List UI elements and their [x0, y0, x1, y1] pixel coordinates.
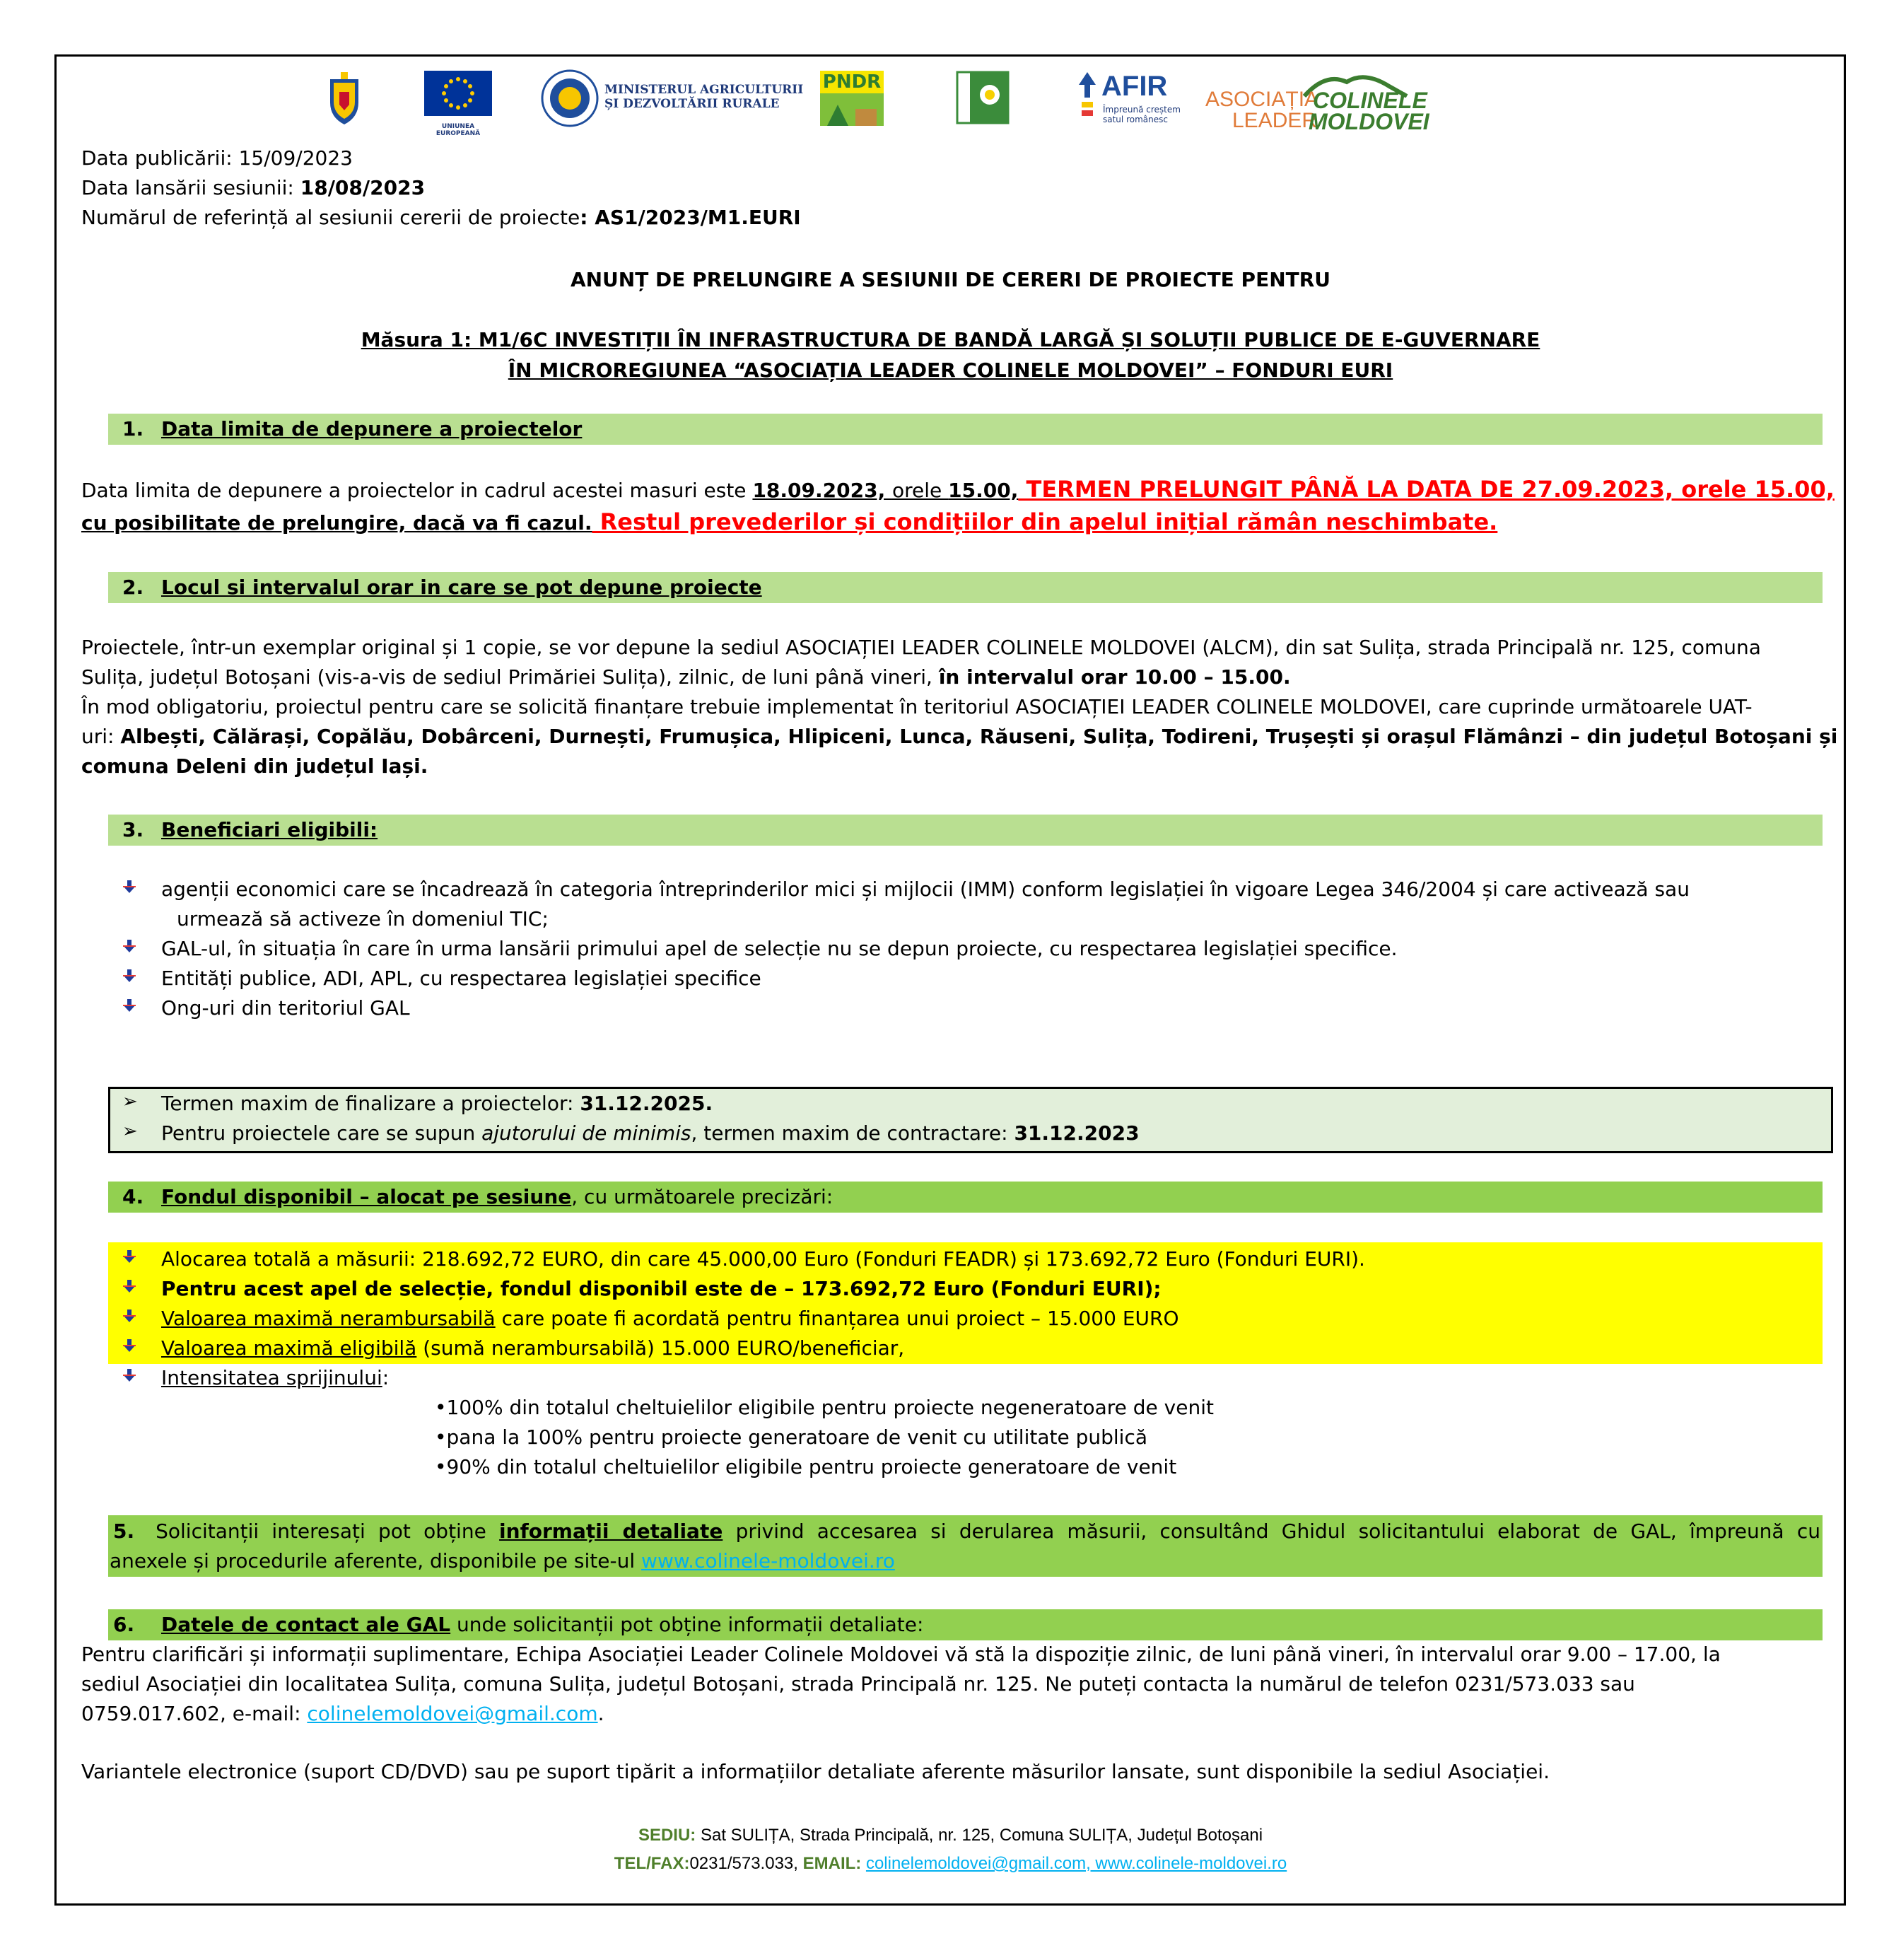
submission-location: Sulița, județul Botoșani (vis-a-vis de sediul Primăriei Sulița), zilnic, de luni până vineri, — [81, 665, 939, 689]
section-2-line-5: comuna Deleni din județul Iași. — [81, 754, 428, 778]
section-1-heading-text: Data limita de depunere a proiectelor — [161, 417, 583, 441]
section-1-paragraph-line-2 — [81, 506, 1497, 539]
max-eligible — [161, 1334, 904, 1363]
alcm-label-leader: LEADER — [1232, 109, 1318, 132]
alcm-label-colinele: COLINELE — [1313, 88, 1427, 113]
publication-date — [81, 144, 353, 173]
footer-address-text: Sat SULIȚA, Strada Principală, nr. 125, Comuna SULIȚA, Județul Botoșani — [696, 1826, 1263, 1845]
minimis-term: ajutorului de minimis — [481, 1121, 691, 1145]
support-intensity-label: Intensitatea sprijinului — [161, 1366, 382, 1389]
bullet-arrow-icon — [122, 1308, 137, 1324]
section-5-line-1 — [113, 1517, 1820, 1546]
intensity-item-1: •100% din totalul cheltuielilor eligibile pentru proiecte negeneratoare de venit — [435, 1396, 1214, 1419]
footer-email-label: EMAIL: — [802, 1854, 866, 1873]
announcement-title: ANUNȚ DE PRELUNGIRE A SESIUNII DE CERERI DE PROIECTE PENTRU — [570, 268, 1331, 291]
max-non-reimbursable-label: Valoarea maximă nerambursabilă — [161, 1307, 496, 1330]
government-seal-logo — [541, 69, 599, 127]
section-1-heading — [122, 414, 583, 444]
footer-contact — [0, 1850, 1901, 1877]
bullet-arrow-icon — [122, 1367, 137, 1383]
bullet-arrow-icon — [122, 938, 137, 954]
section-6-number: 6. — [113, 1613, 135, 1636]
alcm-logo — [1205, 69, 1429, 134]
alcm-label-asociatia: ASOCIAȚIA — [1205, 88, 1319, 111]
reference-label: Numărul de referință al sesiunii cererii de proiecte — [81, 206, 580, 229]
leader-logo — [956, 71, 1010, 124]
max-non-reimbursable-value: care poate fi acordată pentru finanțarea unui proiect – 15.000 EURO — [495, 1307, 1179, 1330]
section-2-line-2 — [81, 663, 1291, 692]
bullet-arrow-icon — [122, 998, 137, 1013]
publication-date-value: 15/09/2023 — [238, 146, 353, 170]
publication-date-label: Data publicării: — [81, 146, 239, 170]
mard-line-1: MINISTERUL AGRICULTURII — [604, 83, 804, 97]
max-eligible-value: (sumă nerambursabilă) 15.000 EURO/beneficiar, — [416, 1336, 905, 1360]
footer-links[interactable]: colinelemoldovei@gmail.com, www.colinele-moldovei.ro — [865, 1854, 1287, 1873]
section-1-number: 1. — [122, 417, 144, 441]
contact-line-1: Pentru clarificări și informații suplimentare, Echipa Asociației Leader Colinele Moldovei vă stă la dispoziție zilnic, de luni până vineri, în intervalul orar 9.00 – 17.00, la — [81, 1643, 1721, 1666]
section-2-heading-text: Locul si intervalul orar in care se pot depune proiecte — [161, 576, 762, 599]
deadline-date: 18.09.2023, — [752, 479, 892, 502]
beneficiary-1-line-2: urmează să activeze în domeniul TIC; — [177, 907, 549, 931]
uat-list: Albești, Călărași, Copălău, Dobârceni, Durnești, Frumușica, Hlipiceni, Lunca, Răuseni, Sulița, Todireni, Trușești și orașul Flămânzi – din județul Botoșani și — [120, 725, 1838, 748]
available-fund: Pentru acest apel de selecție, fondul disponibil este de – 173.692,72 Euro (Fonduri EURI); — [161, 1277, 1162, 1300]
reference-colon: : — [580, 206, 595, 229]
arrow-bullet-icon: ➢ — [122, 1091, 138, 1112]
eu-flag-logo — [424, 71, 495, 137]
detailed-info-label: informații detaliate — [499, 1519, 723, 1543]
section-2-line-3: În mod obligatoriu, proiectul pentru care se solicită finanțare trebuie implementat în teritoriul ASOCIAȚIEI LEADER COLINELE MOLDOVEI, care cuprinde următoarele UAT- — [81, 695, 1753, 718]
section-6-heading-text: Datele de contact ale GAL — [161, 1613, 451, 1636]
footer-address — [0, 1822, 1901, 1849]
section-6-heading-rest: unde solicitanții pot obține informații detaliate: — [450, 1613, 924, 1636]
bullet-arrow-icon — [122, 1249, 137, 1264]
intensity-item-3: •90% din totalul cheltuielilor eligibile pentru proiecte generatoare de venit — [435, 1455, 1177, 1478]
contact-line-3 — [81, 1699, 604, 1729]
bullet-arrow-icon — [122, 1278, 137, 1294]
beneficiary-1-line-1: agenții economici care se încadrează în categoria întreprinderilor mici și mijlocii (IMM) conform legislației în vigoare Legea 346/2004 și care activează sau — [161, 877, 1690, 901]
submission-hours: în intervalul orar 10.00 – 15.00. — [938, 665, 1291, 689]
alcm-label-moldovei: MOLDOVEI — [1309, 109, 1429, 134]
section-2-heading — [122, 573, 762, 602]
section-3-number: 3. — [122, 818, 144, 841]
contact-period: . — [597, 1702, 604, 1725]
deadline-text-b: orele — [891, 479, 949, 502]
section-5-text-a: Solicitanții interesați pot obține — [156, 1519, 500, 1543]
afir-tagline-1: Împreună creștem — [1103, 105, 1181, 115]
launch-date-label: Data lansării sesiunii: — [81, 176, 300, 199]
section-5-text-d: anexele și procedurile aferente, disponibile pe site-ul — [110, 1549, 642, 1573]
section-5-number: 5. — [113, 1519, 135, 1543]
measure-title-line-1: Măsura 1: M1/6C INVESTIȚII ÎN INFRASTRUCTURA DE BANDĂ LARGĂ ȘI SOLUȚII PUBLICE DE E-GUVERNARE — [361, 328, 1540, 351]
beneficiary-2: GAL-ul, în situația în care în urma lansării primului apel de selecție nu se depun proiecte, cu respectarea legislației specifice. — [161, 937, 1398, 960]
reference-number — [81, 203, 801, 233]
section-4-heading-wrap — [161, 1182, 833, 1212]
arrow-bullet-icon: ➢ — [122, 1121, 138, 1142]
bullet-arrow-icon — [122, 968, 137, 984]
extended-deadline-notice: TERMEN PRELUNGIT PÂNĂ LA DATA DE 27.09.2023, orele 15.00, — [1018, 476, 1835, 503]
footer-address-label: SEDIU: — [638, 1826, 696, 1845]
deadline-hour: 15.00, — [948, 479, 1019, 502]
section-1-paragraph-line-1 — [81, 474, 1835, 506]
pndr-label: PNDR — [820, 71, 884, 93]
contracting-deadline — [161, 1119, 1140, 1148]
section-6-heading-wrap — [161, 1610, 923, 1640]
unchanged-conditions-notice: Restul prevederilor și condițiilor din apelul inițial rămân neschimbate. — [592, 508, 1498, 535]
extension-possibility: cu posibilitate de prelungire, dacă va fi cazul. — [81, 511, 592, 535]
max-eligible-label: Valoarea maximă eligibilă — [161, 1336, 417, 1360]
bullet-arrow-icon — [122, 879, 137, 894]
section-4-heading — [122, 1182, 833, 1212]
minimis-label-b: , termen maxim de contractare: — [691, 1121, 1014, 1145]
beneficiary-3: Entități publice, ADI, APL, cu respectarea legislației specifice — [161, 967, 761, 990]
contracting-date: 31.12.2023 — [1014, 1121, 1140, 1145]
section-5-text-c: privind accesarea si derularea măsurii, consultând Ghidul solicitantului elaborat de GAL, împreună cu — [723, 1519, 1820, 1543]
support-intensity-colon: : — [382, 1366, 390, 1389]
section-4-heading-text: Fondul disponibil – alocat pe sesiune — [161, 1185, 572, 1208]
afir-logo — [1075, 71, 1181, 127]
section-3-heading-text: Beneficiari eligibili: — [161, 818, 378, 841]
section-5-line-2 — [110, 1546, 895, 1576]
minimis-label-a: Pentru proiectele care se supun — [161, 1121, 482, 1145]
measure-title-line-2: ÎN MICROREGIUNEA “ASOCIAȚIA LEADER COLINELE MOLDOVEI” – FONDURI EURI — [508, 358, 1393, 382]
section-6-heading — [113, 1610, 924, 1640]
uat-prefix: uri: — [81, 725, 121, 748]
launch-date-value: 18/08/2023 — [300, 176, 426, 199]
max-non-reimbursable — [161, 1304, 1179, 1334]
contact-line-2: sediul Asociației din localitatea Sulița, comuna Sulița, județul Botoșani, strada Principală nr. 125. Ne puteți contacta la numărul de telefon 0231/573.033 sau — [81, 1672, 1635, 1696]
total-allocation: Alocarea totală a măsurii: 218.692,72 EURO, din care 45.000,00 Euro (Fonduri FEADR) și 173.692,72 Euro (Fonduri EURI). — [161, 1247, 1365, 1271]
section-4-number: 4. — [122, 1185, 144, 1208]
intensity-item-2: •pana la 100% pentru proiecte generatoare de venit cu utilitate publică — [435, 1425, 1148, 1449]
section-2-line-4 — [81, 722, 1837, 752]
deadline-text-a: Data limita de depunere a proiectelor in cadrul acestei masuri este — [81, 479, 753, 502]
eu-caption: UNIUNEA EUROPEANĂ — [435, 123, 481, 137]
electronic-variants-note: Variantele electronice (suport CD/DVD) sau pe suport tipărit a informațiilor detaliate aferente măsurilor lansate, sunt disponibile la sediul Asociației. — [81, 1760, 1550, 1783]
project-completion-deadline — [161, 1089, 713, 1119]
reference-value: AS1/2023/M1.EURI — [595, 206, 801, 229]
section-2-number: 2. — [122, 576, 144, 599]
section-3-heading — [122, 815, 378, 845]
section-4-heading-rest: , cu următoarele precizări: — [571, 1185, 833, 1208]
section-2-line-1: Proiectele, într-un exemplar original și 1 copie, se vor depune la sediul ASOCIAȚIEI LEADER COLINELE MOLDOVEI (ALCM), din sat Sulița, strada Principală nr. 125, comuna — [81, 636, 1761, 659]
romania-coat-of-arms-logo — [327, 71, 362, 127]
afir-label: AFIR — [1101, 71, 1168, 102]
mard-line-2: ȘI DEZVOLTĂRII RURALE — [604, 97, 780, 111]
completion-label: Termen maxim de finalizare a proiectelor: — [161, 1092, 580, 1115]
bullet-arrow-icon — [122, 1338, 137, 1353]
pndr-logo — [820, 71, 884, 132]
support-intensity — [161, 1363, 389, 1393]
contact-phone-text: 0759.017.602, e-mail: — [81, 1702, 308, 1725]
ministry-agriculture-label — [604, 83, 803, 111]
completion-date: 31.12.2025. — [580, 1092, 713, 1115]
beneficiary-4: Ong-uri din teritoriul GAL — [161, 996, 410, 1020]
launch-date — [81, 173, 425, 203]
email-link[interactable]: colinelemoldovei@gmail.com — [307, 1702, 598, 1725]
footer-tel-label: TEL/FAX: — [614, 1854, 690, 1873]
footer-tel-text: 0231/573.033, — [689, 1854, 803, 1873]
afir-tagline-2: satul românesc — [1103, 115, 1168, 124]
website-link[interactable]: www.colinele-moldovei.ro — [641, 1549, 895, 1573]
